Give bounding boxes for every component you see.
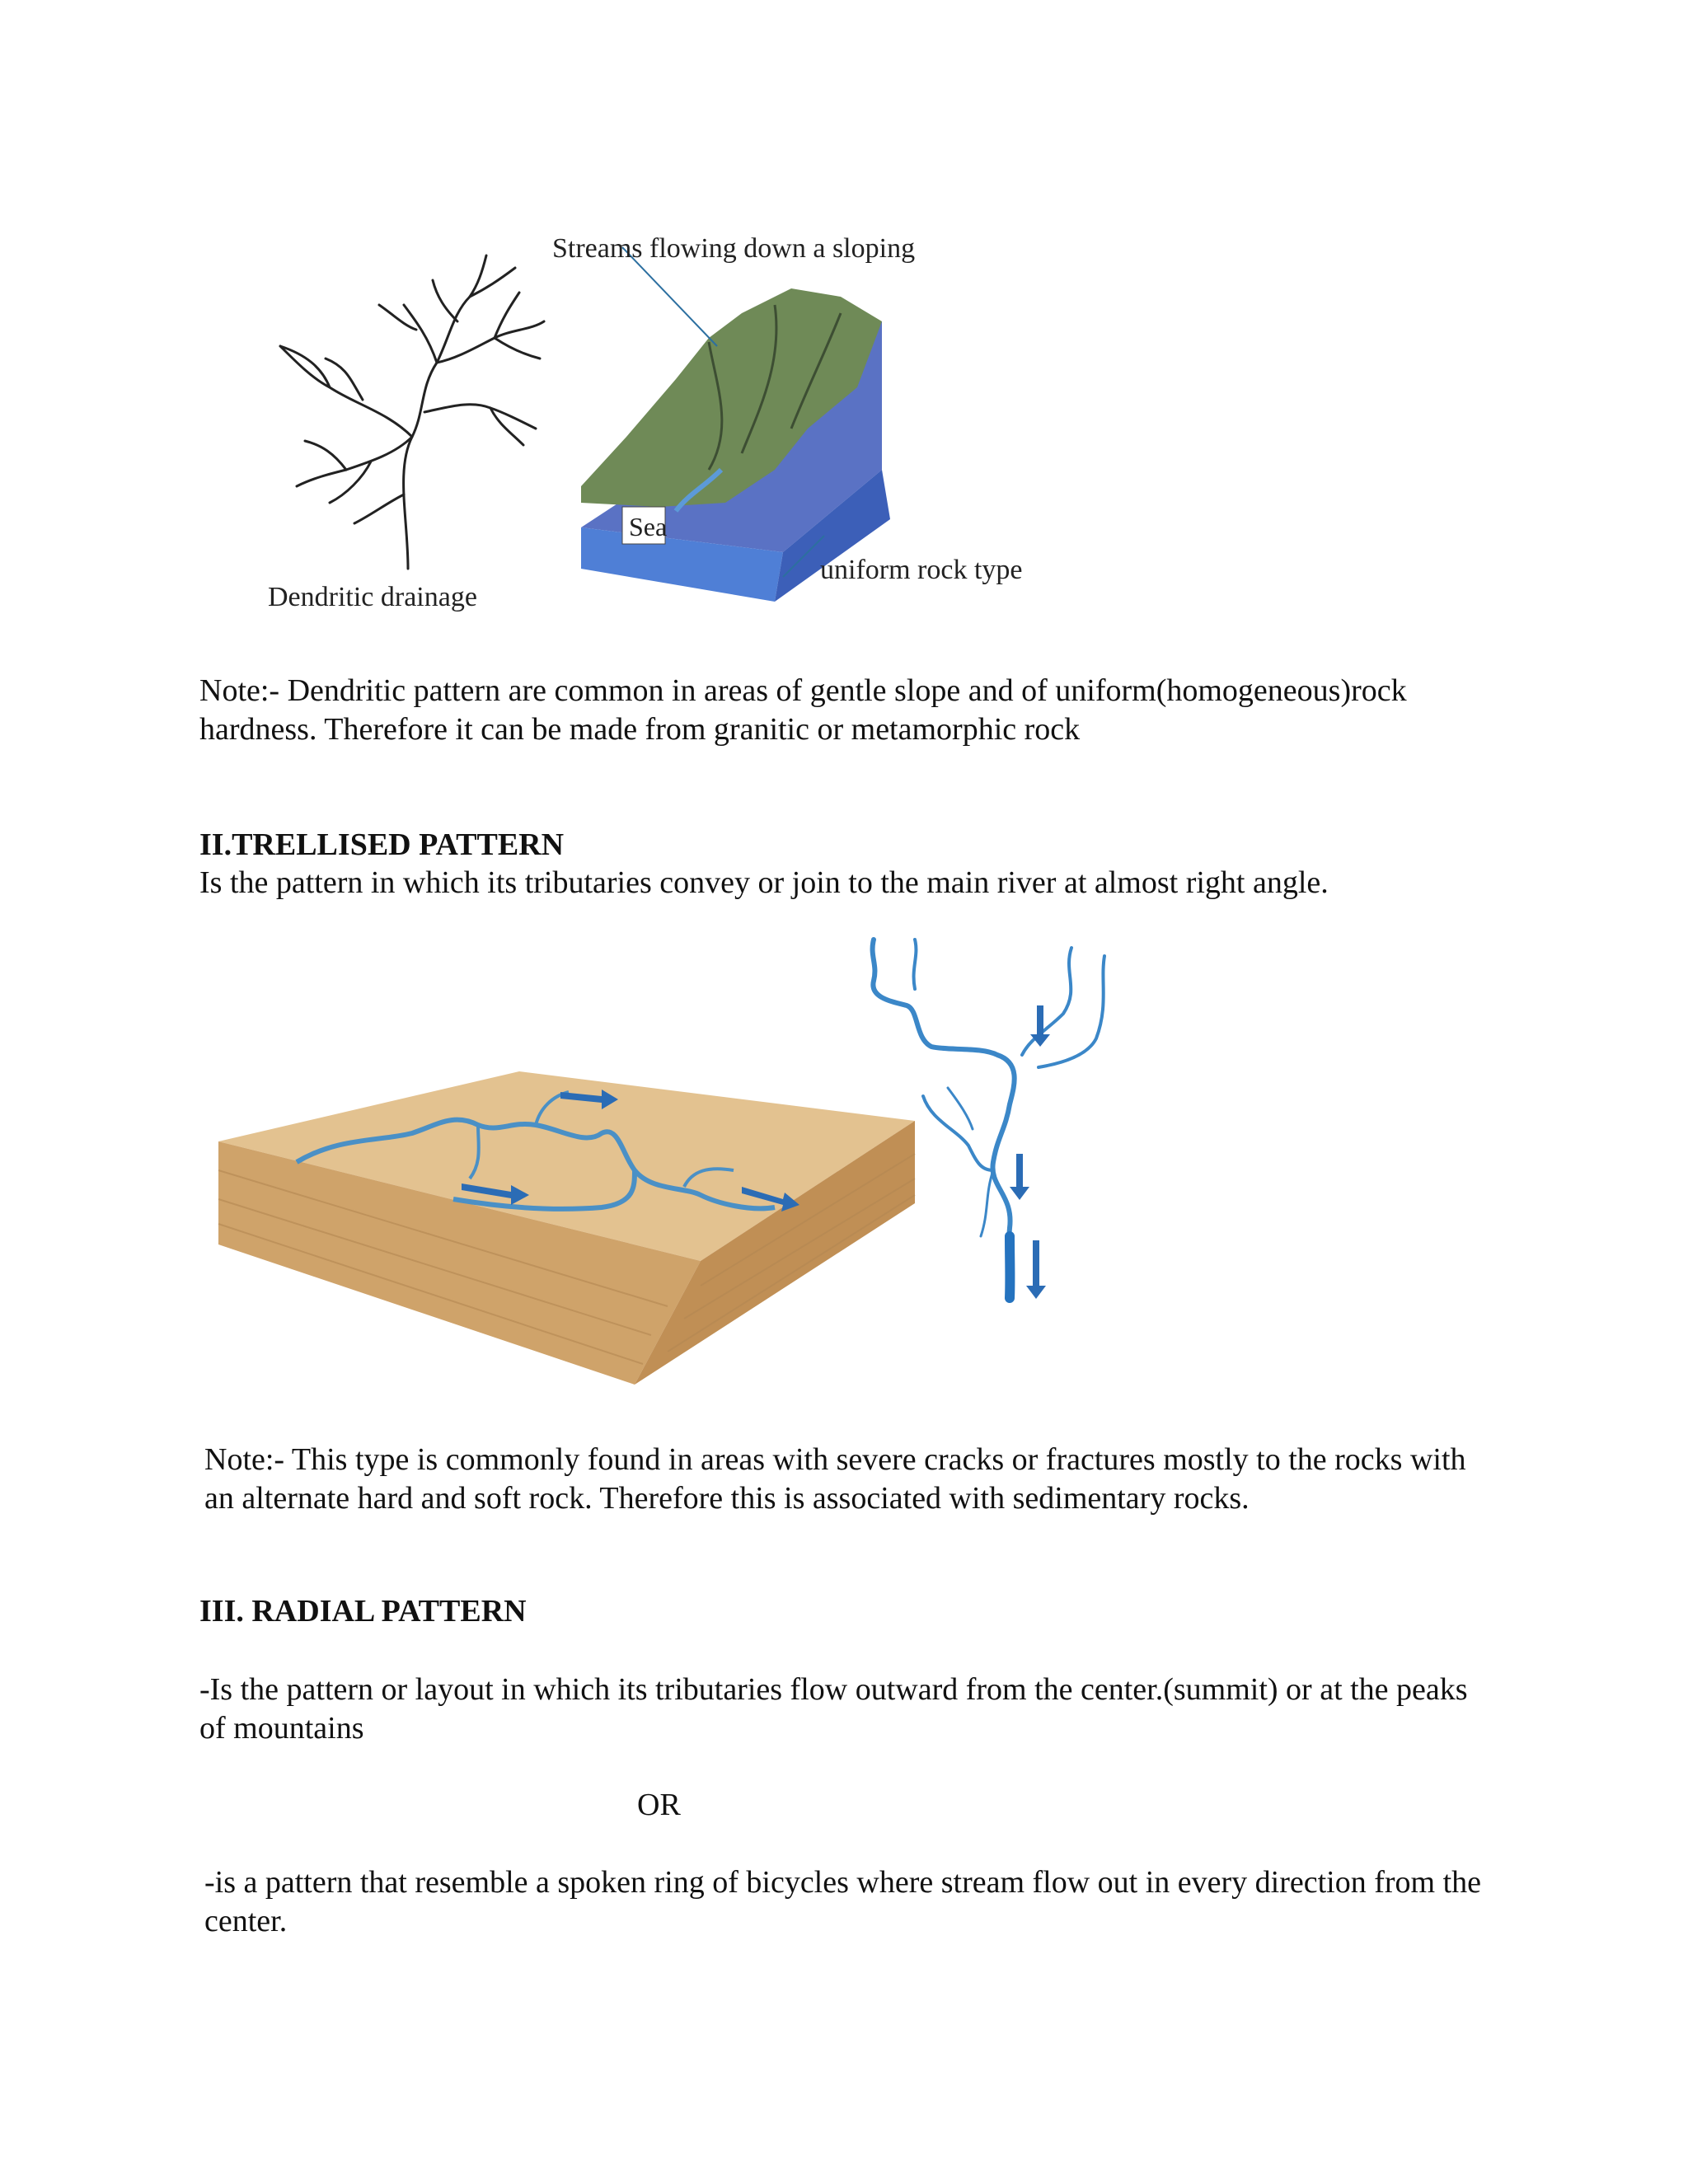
sea-label: Sea (629, 512, 668, 541)
trellised-pattern-figure (206, 923, 1154, 1401)
dendritic-drainage-label: Dendritic drainage (268, 582, 477, 612)
trellised-definition: Is the pattern in which its tributaries convey or join to the main river at almost right angle. (199, 865, 1329, 900)
dendritic-drainage-figure (247, 223, 1071, 626)
heading-trellised: II.TRELLISED PATTERN (199, 827, 565, 862)
uniform-rock-label: uniform rock type (820, 555, 1023, 585)
streams-label: Streams flowing down a sloping (552, 233, 916, 264)
note-trellised: Note:- This type is commonly found in areas with severe cracks or fractures mostly to the rocks with an alternate hard and soft rock. Therefore this is associated with sedimentary rocks. (204, 1442, 1466, 1516)
sloping-landscape-block (581, 247, 890, 602)
dendritic-tree-drawing (280, 255, 544, 569)
radial-definition-2: -is a pattern that resemble a spoken ring of bicycles where stream flow out in every direction from the center. (204, 1865, 1482, 1938)
note-dendritic: Note:- Dendritic pattern are common in areas of gentle slope and of uniform(homogeneous)rock hardness. Therefore it can be made from granitic or metamorphic rock (199, 673, 1407, 747)
heading-radial: III. RADIAL PATTERN (199, 1594, 527, 1629)
trellis-river-diagram (873, 940, 1104, 1299)
radial-definition-1: -Is the pattern or layout in which its tributaries flow outward from the center.(summit) or at the peaks of mountains (199, 1672, 1468, 1746)
or-separator: OR (637, 1788, 681, 1822)
sedimentary-rock-block (218, 1071, 915, 1385)
